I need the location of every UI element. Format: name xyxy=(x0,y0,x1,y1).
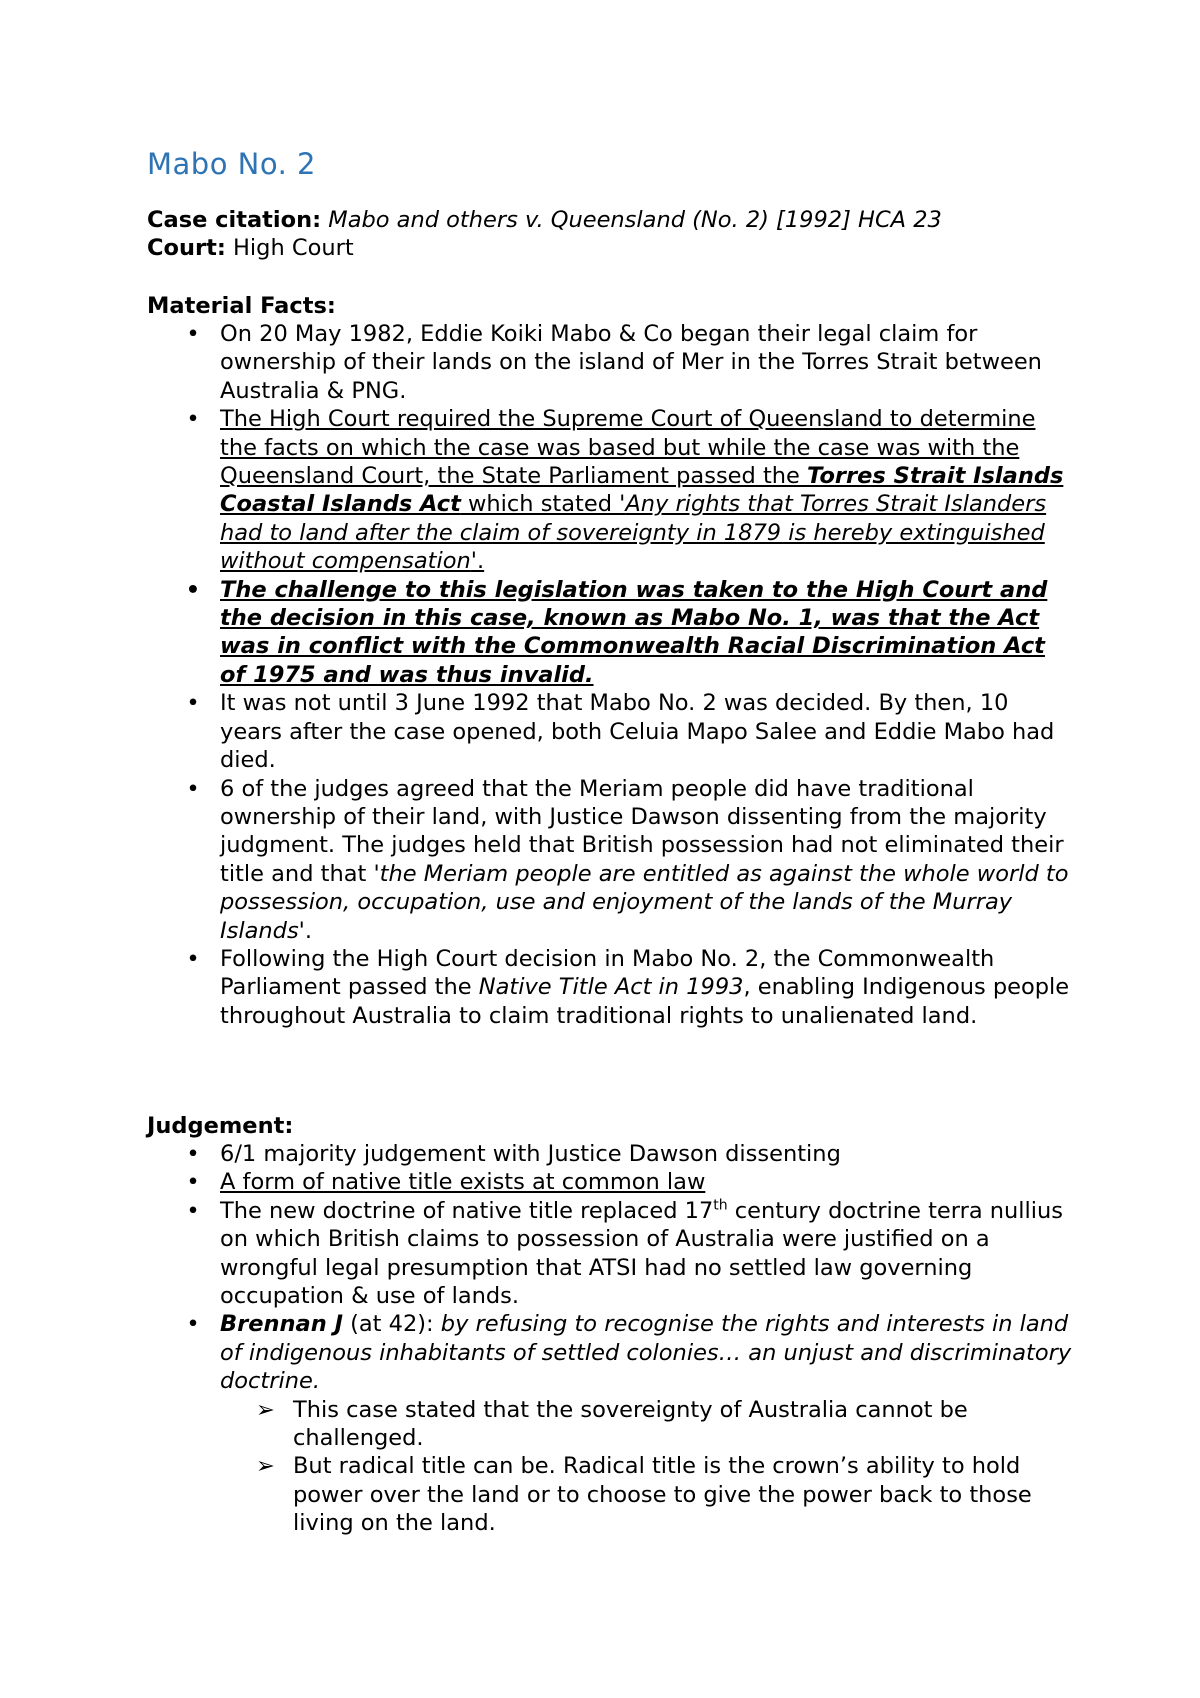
judgement-text: The new doctrine of native title replaced 17 xyxy=(220,1197,714,1224)
bullet-icon: • xyxy=(186,1311,200,1338)
list-item xyxy=(147,1197,1077,1311)
bullet-icon: • xyxy=(185,576,201,603)
fact-text: which stated ' xyxy=(460,491,626,518)
sub-list xyxy=(220,1396,1077,1538)
arrow-bullet-icon: ➢ xyxy=(256,1396,275,1423)
fact-text: , enabling Indigenous people throughout Australia to claim traditional rights to unalienated land. xyxy=(220,974,1070,1029)
page-title: Mabo No. 2 xyxy=(147,147,316,181)
judgement-text: 6/1 majority judgement with Justice Dawson dissenting xyxy=(220,1141,841,1167)
list-item xyxy=(147,576,1077,690)
act-name: Torres Strait Islands Coastal Islands Act xyxy=(220,463,1064,518)
fact-text: 6 of the judges agreed that the Meriam people did have traditional ownership of their land, with Justice Dawson dissenting from the majority judgment. The judges held that British possession had not eliminated their title and that ' xyxy=(220,775,1064,887)
quote: by refusing to recognise the rights and interests in land of indigenous inhabitants of settled colonies… an unjust and discriminatory doctrine. xyxy=(220,1311,1072,1395)
sub-text: But radical title can be. Radical title is the crown’s ability to hold power over the land or to choose to give the power back to those living on the land. xyxy=(293,1453,1032,1537)
bullet-icon: • xyxy=(186,690,200,717)
material-facts-heading: Material Facts: xyxy=(147,293,336,319)
fact-text: On 20 May 1982, Eddie Koiki Mabo & Co began their legal claim for ownership of their lands on the island of Mer in the Torres Strait between Australia & PNG. xyxy=(220,321,1042,404)
judge-name: Brennan J xyxy=(220,1311,343,1338)
fact-text: '. xyxy=(298,917,313,944)
list-item xyxy=(147,775,1077,945)
citation-label: Case citation: xyxy=(147,207,322,233)
material-facts-list xyxy=(147,320,1077,1030)
arrow-bullet-icon: ➢ xyxy=(256,1453,275,1480)
judgement-text: A form of native title exists at common law xyxy=(220,1169,706,1196)
fact-text: It was not until 3 June 1992 that Mabo No. 2 was decided. By then, 10 years after the case opened, both Celuia Mapo Salee and Eddie Mabo had died. xyxy=(220,690,1055,774)
court-label: Court: xyxy=(147,235,226,262)
list-item xyxy=(147,405,1077,575)
list-item xyxy=(147,1168,1077,1196)
bullet-icon: • xyxy=(186,945,200,972)
court-value: High Court xyxy=(233,235,354,262)
bullet-icon: • xyxy=(186,775,200,802)
bullet-icon: • xyxy=(186,1141,200,1167)
list-item xyxy=(147,1140,1077,1168)
fact-text: Following the High Court decision in Mabo No. 2, the Commonwealth Parliament passed the xyxy=(220,945,995,1001)
quote: the Meriam people are entitled as against the whole world to possession, occupation, use and enjoyment of the lands of the Murray Islands xyxy=(220,860,1069,944)
quote: Any rights that Torres Strait Islanders had to land after the claim of sovereignty in 1879 is hereby extinguished without compensation xyxy=(220,491,1047,575)
sub-list-item xyxy=(220,1452,1077,1537)
judgement-text: century doctrine terra nullius on which British claims to possession of Australia were justified on a wrongful legal presumption that ATSI had no settled law governing occupation & use of lands. xyxy=(220,1197,1064,1310)
citation-value: Mabo and others v. Queensland (No. 2) [1992] HCA 23 xyxy=(328,207,942,233)
sub-text: This case stated that the sovereignty of Australia cannot be challenged. xyxy=(293,1396,968,1452)
list-item xyxy=(147,945,1077,1030)
bullet-icon: • xyxy=(186,321,200,347)
judgement-heading: Judgement: xyxy=(147,1113,294,1139)
list-item xyxy=(147,320,1077,405)
bullet-icon: • xyxy=(186,1197,200,1224)
fact-text: '. xyxy=(470,548,485,575)
fact-text: The challenge to this legislation was taken to the High Court and the decision in this case, known as Mabo No. 1, was that the Act was in conflict with the Commonwealth Racial Discrimination Act of 1975 and was thus invalid. xyxy=(220,576,1048,688)
list-item xyxy=(147,1310,1077,1537)
pinpoint: (at 42): xyxy=(342,1311,441,1338)
bullet-icon: • xyxy=(186,1169,200,1196)
bullet-icon: • xyxy=(186,406,200,433)
superscript: th xyxy=(713,1197,728,1214)
court xyxy=(147,234,942,262)
act-name: Native Title Act in 1993 xyxy=(478,974,744,1001)
case-meta xyxy=(147,206,942,263)
case-citation xyxy=(147,206,942,234)
fact-text: The High Court required the Supreme Court of Queensland to determine the facts on which the case was based but while the case was with the Queensland Court, the State Parliament passed the xyxy=(220,406,1036,490)
judgement-list xyxy=(147,1140,1077,1538)
sub-list-item xyxy=(220,1396,1077,1453)
list-item xyxy=(147,689,1077,774)
